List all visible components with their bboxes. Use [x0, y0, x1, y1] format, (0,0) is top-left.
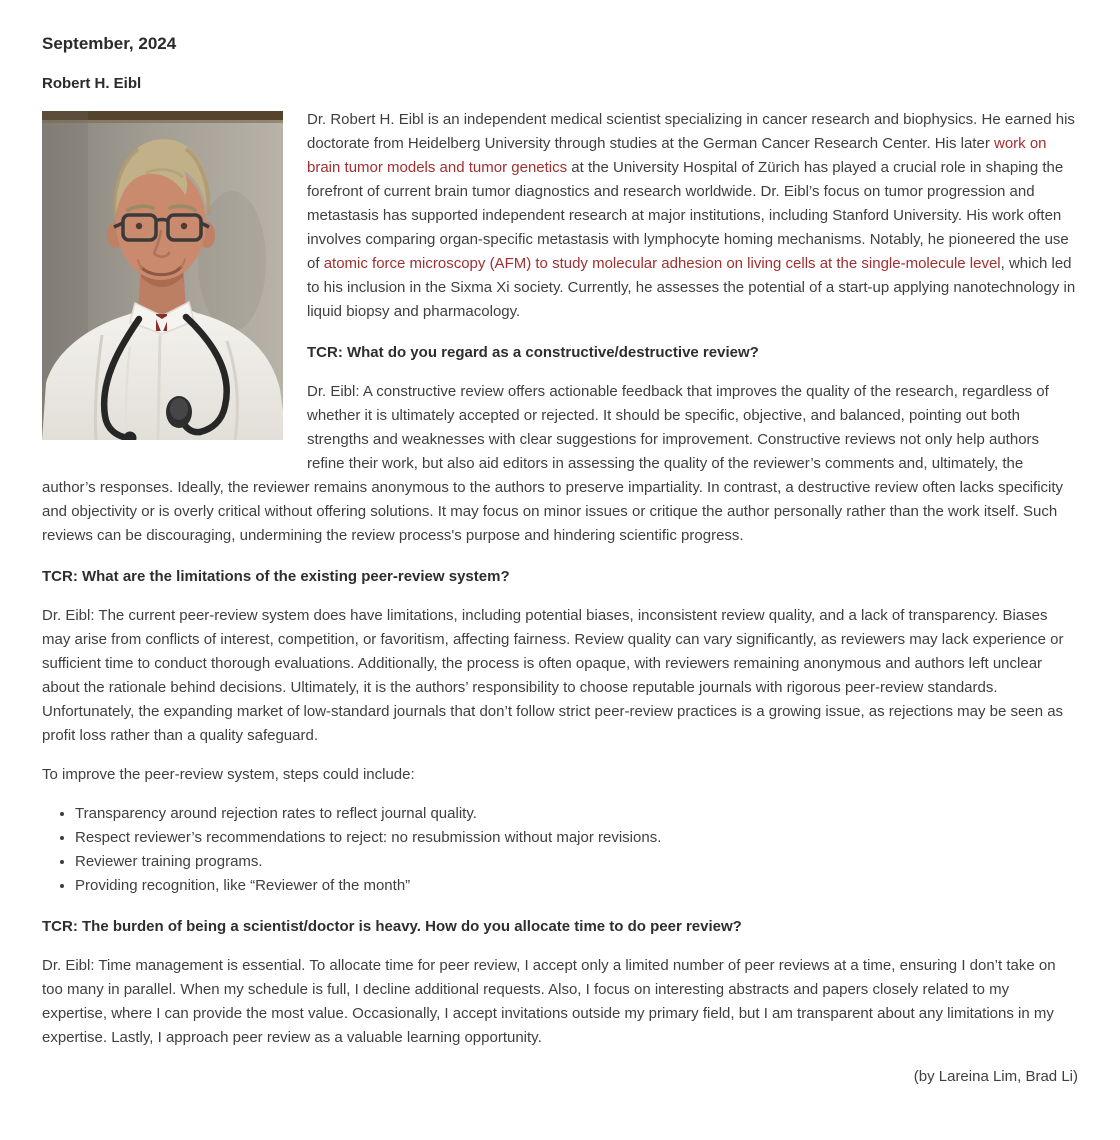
page-title: September, 2024: [42, 34, 177, 53]
improvement-list: [42, 802, 1078, 898]
link-brain-tumor-models[interactable]: work on brain tumor models and tumor genetics: [307, 135, 1047, 176]
intro-text-1: Dr. Robert H. Eibl is an independent medical scientist specializing in cancer research and biophysics. He earned his doctorate from Heidelberg University through studies at the German Cancer Research Center. His later: [307, 111, 1075, 152]
answer-limitations: Dr. Eibl: The current peer-review system does have limitations, including potential biases, inconsistent review quality, and a lack of transparency. Biases may arise from conflicts of interest, competition, or favoritism, affecting fairness. Review quality can vary significantly, as reviewers may lack experience or sufficient time to conduct thorough evaluations. Additionally, the process is often opaque, with reviewers remaining anonymous and authors left unclear about the rationale behind decisions. Ultimately, it is the authors’ responsibility to choose reputable journals with rigorous peer-review standards. Unfortunately, the expanding market of low-standard journals that don’t follow strict peer-review practices is a growing issue, as rejections may be seen as profit loss rather than a quality safeguard.: [42, 607, 1064, 744]
link-atomic-force-microscopy[interactable]: atomic force microscopy (AFM) to study molecular adhesion on living cells at the single-molecule level: [323, 255, 1001, 272]
list-item-respect-recommendations: • Respect reviewer’s recommendations to reject: no resubmission without major revisions.: [75, 826, 1078, 850]
intro-text-2: at the University Hospital of Zürich has played a crucial role in shaping the forefront of current brain tumor diagnostics and research worldwide. Dr. Eibl’s focus on tumor progression and metastasis has supported independent research at major institutions, including Stanford University. His work often involves comparing organ-specific metastasis with lymphocyte homing mechanisms. Notably, he pioneered the use of: [307, 159, 1069, 272]
list-item-training: • Reviewer training programs.: [75, 850, 1078, 874]
intro-text-3: , which led to his inclusion in the Sixma Xi society. Currently, he assesses the potential of a start-up applying nanotechnology in liquid biopsy and pharmacology.: [307, 255, 1076, 320]
question-time-allocation: TCR: The burden of being a scientist/doctor is heavy. How do you allocate time to do peer review?: [42, 918, 742, 935]
list-item-recognition: • Providing recognition, like “Reviewer of the month”: [75, 874, 1078, 898]
portrait-photo: [42, 111, 283, 440]
list-item-transparency: • Transparency around rejection rates to reflect journal quality.: [75, 802, 1078, 826]
question-constructive-destructive: TCR: What do you regard as a constructive/destructive review?: [307, 344, 759, 361]
question-limitations: TCR: What are the limitations of the existing peer-review system?: [42, 568, 510, 585]
article-body: [42, 108, 1078, 1089]
portrait-photo-illustration: [42, 111, 283, 440]
answer-constructive-destructive: Dr. Eibl: A constructive review offers actionable feedback that improves the quality of the research, regardless of whether it is ultimately accepted or rejected. It should be specific, objective, and balanced, pointing out both strengths and weaknesses with clear suggestions for improvement. Constructive reviews not only help authors refine their work, but also aid editors in assessing the quality of the reviewer’s comments and, ultimately, the author’s responses. Ideally, the reviewer remains anonymous to the authors to preserve impartiality. In contrast, a destructive review often lacks specificity and objectivity or is overly critical without offering solutions. It may focus on minor issues or critique the author personally rather than the work itself. Such reviews can be discouraging, undermining the review process's purpose and hindering scientific progress.: [42, 383, 1064, 544]
answer-time-allocation: Dr. Eibl: Time management is essential. To allocate time for peer review, I accept only a limited number of peer reviews at a time, ensuring I don’t take on too many in parallel. When my schedule is full, I decline additional requests. Also, I focus on interesting abstracts and papers closely related to my expertise, where I can provide the most value. Occasionally, I accept invitations outside my primary field, but I am transparent about any limitations in my expertise. Lastly, I approach peer review as a valuable learning opportunity.: [42, 957, 1056, 1046]
byline: (by Lareina Lim, Brad Li): [913, 1068, 1078, 1085]
improvements-lead: To improve the peer-review system, steps could include:: [42, 766, 415, 783]
author-name: Robert H. Eibl: [42, 75, 142, 92]
